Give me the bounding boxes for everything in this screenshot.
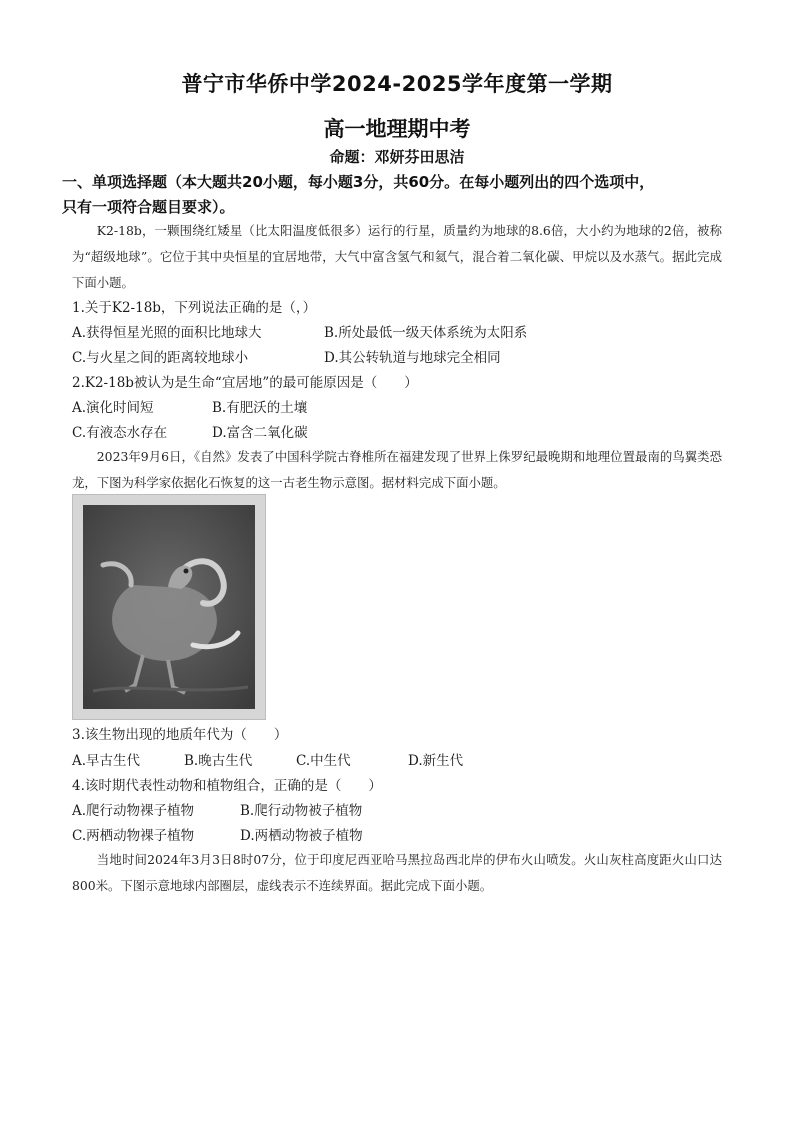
question-3-option-b: B.晚古生代 (184, 753, 253, 769)
section-heading-line2: 只有一项符合题目要求）。 (62, 198, 235, 216)
dinosaur-drawing (73, 495, 265, 719)
question-4-option-d: D.两栖动物被子植物 (240, 828, 363, 844)
question-4-option-b: B.爬行动物被子植物 (240, 803, 363, 819)
question-2-option-b: B.有肥沃的土壤 (212, 400, 308, 416)
passage-2: 2023年9月6日，《自然》发表了中国科学院古脊椎所在福建发现了世界上侏罗纪最晚期和地理位置最南的鸟翼类恐龙，下图为科学家依据化石恢复的这一古老生物示意图。据材料完成下面小题。 (72, 449, 722, 490)
section-heading (62, 170, 752, 220)
question-2-option-c: C.有液态水存在 (72, 425, 168, 441)
passage-1: K2-18b，一颗围绕红矮星（比太阳温度低很多）运行的行星，质量约为地球的8.6倍，大小约为地球的2倍，被称为“超级地球”。它位于其中央恒星的宜居地带，大气中富含氢气和氦气，混合着二氧化碳、甲烷以及水蒸气。据此完成下面小题。 (72, 223, 722, 290)
exam-title: 高一地理期中考 (323, 117, 471, 141)
question-3-stem: 3.该生物出现的地质年代为（ ） (72, 727, 288, 743)
question-2-stem: 2.K2-18b被认为是生命“宜居地”的最可能原因是（ ） (72, 375, 418, 391)
school-title: 普宁市华侨中学2024-2025学年度第一学期 (181, 72, 613, 96)
question-2-option-d: D.富含二氧化碳 (212, 425, 308, 441)
question-1-stem: 1.关于K2-18b，下列说法正确的是（，） (72, 300, 317, 316)
passage-3: 当地时间2024年3月3日8时07分，位于印度尼西亚哈马黑拉岛西北岸的伊布火山喷发。火山灰柱高度距火山口达800米。下图示意地球内部圈层，虚线表示不连续界面。据此完成下面小题。 (72, 852, 722, 893)
question-2-option-a: A.演化时间短 (72, 400, 154, 416)
question-3-option-c: C.中生代 (296, 753, 351, 769)
dinosaur-illustration (72, 494, 266, 720)
question-4-option-c: C.两栖动物裸子植物 (72, 828, 195, 844)
question-4-stem: 4.该时期代表性动物和植物组合，正确的是（ ） (72, 778, 382, 794)
authors-line: 命题：邓妍芬田思洁 (329, 148, 465, 166)
question-1-option-b: B.所处最低一级天体系统为太阳系 (324, 325, 528, 341)
question-4-option-a: A.爬行动物裸子植物 (72, 803, 195, 819)
question-1-option-d: D.其公转轨道与地球完全相同 (324, 350, 501, 366)
section-heading-line1: 一、单项选择题（本大题共20小题，每小题3分，共60分。在每小题列出的四个选项中， (62, 173, 655, 191)
question-1-option-a: A.获得恒星光照的面积比地球大 (72, 325, 262, 341)
question-3-option-a: A.早古生代 (72, 753, 141, 769)
question-3-option-d: D.新生代 (408, 753, 464, 769)
question-1-option-c: C.与火星之间的距离较地球小 (72, 350, 249, 366)
